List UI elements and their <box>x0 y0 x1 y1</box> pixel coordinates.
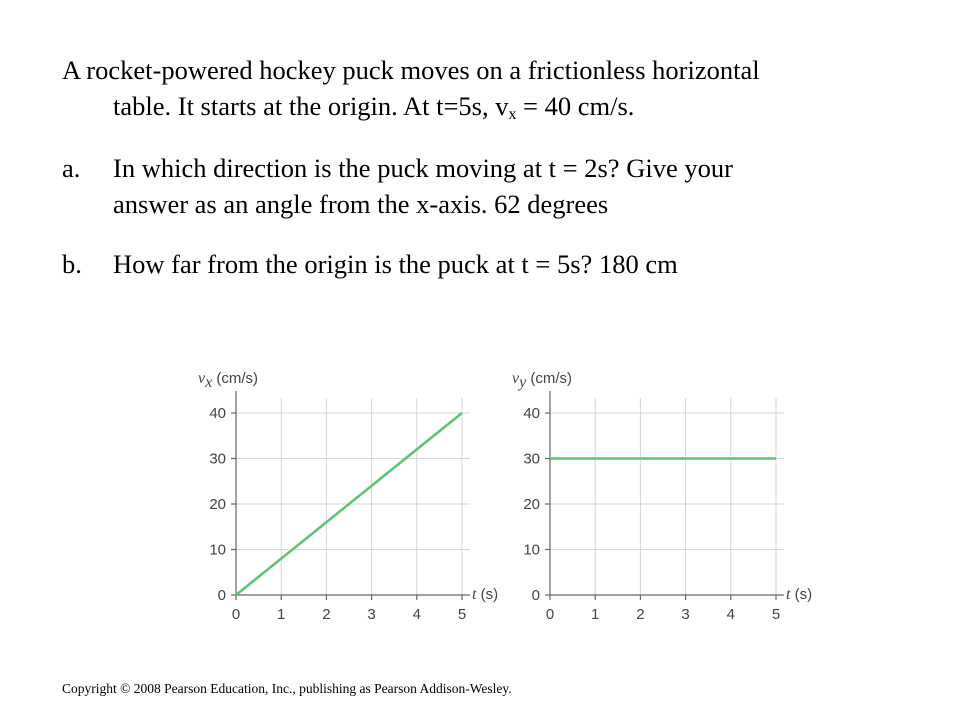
question-b-marker: b. <box>62 249 82 279</box>
copyright-notice: Copyright © 2008 Pearson Education, Inc., publishing as Pearson Addison-Wesley. <box>62 681 512 696</box>
x-tick-label: 1 <box>591 606 600 623</box>
x-axis-label-unit: (s) <box>790 586 813 603</box>
x-tick-label: 5 <box>457 606 467 623</box>
x-axis-label-var: t <box>472 586 477 603</box>
intro-line-2-text: table. It starts at the origin. At t=5s, v <box>113 91 509 121</box>
x-axis-label <box>786 586 812 603</box>
y-tick-label: 30 <box>209 450 226 468</box>
x-tick-label: 0 <box>545 606 555 623</box>
y-tick-label: 20 <box>523 496 540 513</box>
chart-2 <box>512 370 812 623</box>
y-axis-label-var: v <box>512 370 520 387</box>
y-tick-label: 0 <box>531 587 540 604</box>
y-tick-label: 10 <box>523 541 540 559</box>
question-b-line-1: How far from the origin is the puck at t = 5s? 180 cm <box>113 249 678 279</box>
y-axis-label <box>512 370 572 391</box>
vx-subscript: x <box>508 106 517 123</box>
y-axis-label-var: v <box>198 370 206 387</box>
y-tick-label: 10 <box>209 541 226 559</box>
y-axis-label-sub: x <box>205 374 213 391</box>
intro-line-1: A rocket-powered hockey puck moves on a frictionless horizontal <box>62 55 760 85</box>
x-axis-label-unit: (s) <box>476 586 499 603</box>
intro-line-2-end: = 40 cm/s. <box>516 91 635 121</box>
y-axis-label-sub: y <box>519 374 527 391</box>
x-tick-label: 0 <box>231 606 241 623</box>
y-tick-label: 40 <box>209 405 226 422</box>
chart-1 <box>198 370 498 623</box>
x-tick-label: 4 <box>726 606 735 623</box>
y-tick-label: 30 <box>523 450 540 468</box>
y-tick-label: 40 <box>523 405 540 422</box>
x-tick-label: 2 <box>636 606 645 623</box>
question-a-line-1: In which direction is the puck moving at t = 2s? Give your <box>113 153 733 183</box>
y-axis-label <box>198 370 258 391</box>
y-tick-label: 20 <box>209 496 226 513</box>
question-a-marker: a. <box>62 153 81 183</box>
y-axis-label-unit: (cm/s) <box>212 370 259 387</box>
x-tick-label: 1 <box>277 606 286 623</box>
x-axis-label <box>472 586 498 603</box>
y-axis-label-unit: (cm/s) <box>526 370 573 387</box>
y-tick-label: 0 <box>217 587 226 604</box>
x-tick-label: 2 <box>322 606 331 623</box>
question-a-line-2: answer as an angle from the x-axis. 62 degrees <box>113 189 609 219</box>
x-axis-label-var: t <box>786 586 791 603</box>
x-tick-label: 4 <box>412 606 421 623</box>
x-tick-label: 3 <box>367 606 376 623</box>
x-tick-label: 3 <box>681 606 690 623</box>
x-tick-label: 5 <box>771 606 781 623</box>
